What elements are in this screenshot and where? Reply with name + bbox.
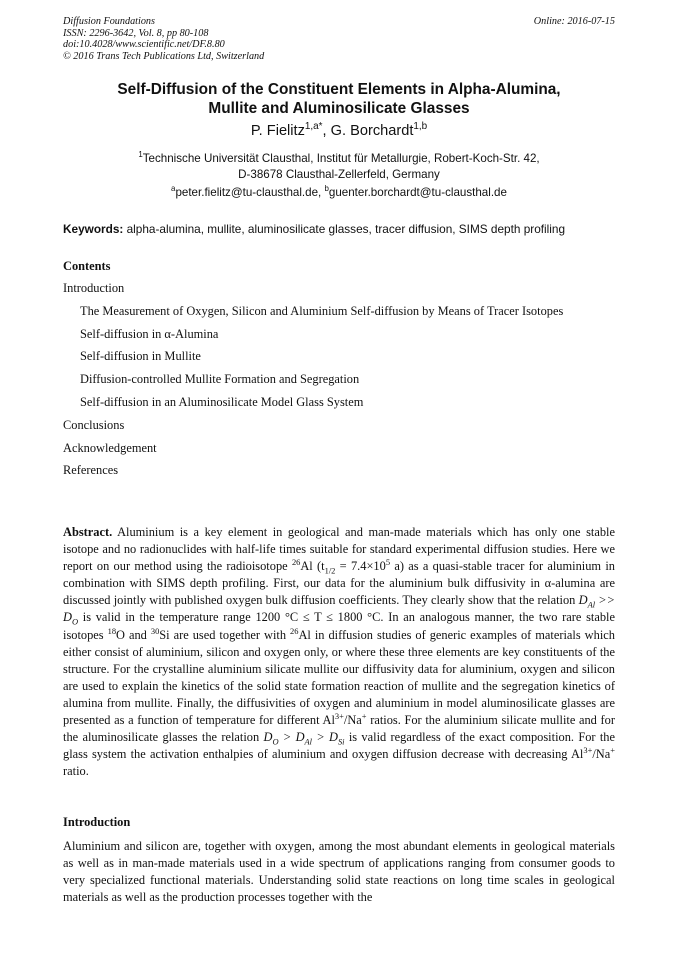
table-of-contents xyxy=(63,259,615,485)
abstract-text: Al (t xyxy=(300,559,325,574)
affiliation-line-2: D-38678 Clausthal-Zellerfeld, Germany xyxy=(238,168,440,181)
math-symbol: >> D xyxy=(63,593,615,625)
author-2-superscript: 1,b xyxy=(413,121,428,133)
isotope-mass: 18 xyxy=(107,625,117,636)
keywords-text: alpha-alumina, mullite, aluminosilicate glasses, tracer diffusion, SIMS depth profiling xyxy=(123,222,566,236)
author-1-name: P. Fielitz xyxy=(250,123,305,139)
issn-line: ISSN: 2296-3642, Vol. 8, pp 80-108 xyxy=(63,27,209,39)
paper-title xyxy=(63,80,615,118)
math-subscript: Al xyxy=(587,599,596,610)
toc-item-glass-system: Self-diffusion in an Aluminosilicate Model Glass System xyxy=(80,394,364,409)
math-subscript: O xyxy=(71,616,79,627)
ion-charge: 3+ xyxy=(334,710,344,721)
isotope-mass: 26 xyxy=(290,625,299,636)
isotope-mass: 26 xyxy=(291,557,301,568)
abstract-text: is valid regardless of the exact composition. For the glass system the activation enthalpies of aluminium and oxygen diffusion decrease with decreasing Al xyxy=(63,730,615,762)
email-line xyxy=(63,186,615,199)
relation-o-al-si xyxy=(263,730,345,747)
math-subscript: Si xyxy=(337,736,345,747)
title-line-2: Mullite and Aluminosilicate Glasses xyxy=(208,100,470,117)
contents-heading: Contents xyxy=(63,259,111,273)
title-line-1: Self-Diffusion of the Constituent Elements in Alpha-Alumina, xyxy=(117,81,561,98)
abstract xyxy=(63,524,615,780)
doi-line: doi:10.4028/www.scientific.net/DF.8.80 xyxy=(63,39,225,50)
toc-item-measurement: The Measurement of Oxygen, Silicon and Aluminium Self-diffusion by Means of Tracer Isotopes xyxy=(80,303,564,318)
toc-item-references: References xyxy=(63,463,119,478)
abstract-text: Si are used together with xyxy=(159,627,291,642)
abstract-text: ratios. For the aluminium silicate mullite and for the aluminosilicate glasses the relation xyxy=(63,713,615,745)
abstract-text: = 7.4×10 xyxy=(335,559,386,574)
isotope-mass: 30 xyxy=(150,625,160,636)
toc-item-mullite-formation: Diffusion-controlled Mullite Formation and Segregation xyxy=(80,372,360,387)
email-a[interactable]: peter.fielitz@tu-clausthal.de xyxy=(175,186,319,199)
abstract-text: /Na xyxy=(343,713,362,728)
introduction-text: Aluminium and silicon are, together with oxygen, among the most abundant elements in geological materials as well as in man-made materials used in a wide spectrum of applications ranging from consumer goods to very specialized functional materials. Understanding solid state reactions on long time scales in geological materials as well as the production processes together with the xyxy=(63,839,615,905)
email-b[interactable]: guenter.borchardt@tu-clausthal.de xyxy=(328,186,507,199)
abstract-text: is valid in the temperature range 1200 °C ≤ T ≤ 1800 °C. In an analogous manner, the two rare stable isotopes xyxy=(63,610,615,642)
author-1-superscript: 1,a* xyxy=(304,121,323,133)
math-symbol: D xyxy=(578,593,588,608)
email-b-superscript: b xyxy=(324,184,329,194)
math-symbol: > D xyxy=(278,730,305,745)
affiliation-superscript: 1 xyxy=(138,150,143,160)
abstract-label: Abstract. xyxy=(63,525,113,539)
keywords-label: Keywords: xyxy=(63,222,124,236)
email-separator: , xyxy=(318,186,325,199)
abstract-text: /Na xyxy=(592,747,611,762)
email-a-superscript: a xyxy=(171,184,176,194)
toc-item-introduction: Introduction xyxy=(63,281,125,295)
toc-item-mullite: Self-diffusion in Mullite xyxy=(80,349,201,364)
abstract-text: ratio. xyxy=(63,764,89,779)
exponent: 5 xyxy=(385,557,391,568)
ion-charge: + xyxy=(610,745,615,756)
introduction-heading: Introduction xyxy=(63,815,131,829)
math-subscript: Al xyxy=(304,736,313,747)
abstract-text: Aluminium is a key element in geological and man-made materials which has only one stable isotope and no radionuclides with half-life times suitable for standard experimental diffusion studies. Here we report on our method using the radioisotope xyxy=(63,525,615,574)
ion-charge: + xyxy=(361,710,367,721)
abstract-text: O and xyxy=(116,627,151,642)
toc-item-conclusions: Conclusions xyxy=(63,417,125,432)
affiliation xyxy=(63,151,615,183)
toc-item-acknowledgement: Acknowledgement xyxy=(63,440,157,455)
online-date: Online: 2016-07-15 xyxy=(533,16,615,27)
ion-charge: 3+ xyxy=(583,745,593,756)
math-subscript: O xyxy=(272,736,279,747)
keywords xyxy=(63,222,615,236)
author-separator: , xyxy=(322,123,331,139)
affiliation-line-1: Technische Universität Clausthal, Institut für Metallurgie, Robert-Koch-Str. 42, xyxy=(142,152,540,165)
abstract-text: a) as a quasi-stable tracer for aluminium in combination with SIMS depth profiling. First, our data for the aluminium bulk diffusivity in α-alumina are discussed jointly with published oxygen bulk diffusion coefficients. They clearly show that the relation xyxy=(63,559,615,608)
author-list xyxy=(63,123,615,139)
copyright-line: © 2016 Trans Tech Publications Ltd, Switzerland xyxy=(63,50,265,62)
toc-item-alpha-alumina: Self-diffusion in α-Alumina xyxy=(80,326,219,341)
math-symbol: D xyxy=(263,730,273,745)
abstract-text: Al in diffusion studies of generic examples of materials which either consist of aluminium, silicon and oxygen only, or where these three elements are key constituents of the structure. For the crystalline aluminium silicate mullite our diffusivity data for aluminium, oxygen and silicon are used to explain the kinetics of the solid state formation reaction of mullite and the segregation kinetics of alumina from mullite. Finally, the diffusivities of oxygen and aluminium in model aluminosilicate glasses are presented as a function of temperature for different Al xyxy=(63,627,615,728)
author-2-name: G. Borchardt xyxy=(330,123,414,139)
math-symbol: > D xyxy=(312,730,338,745)
journal-name: Diffusion Foundations xyxy=(63,16,155,27)
half-life-subscript: 1/2 xyxy=(324,565,336,576)
masthead xyxy=(63,16,615,62)
